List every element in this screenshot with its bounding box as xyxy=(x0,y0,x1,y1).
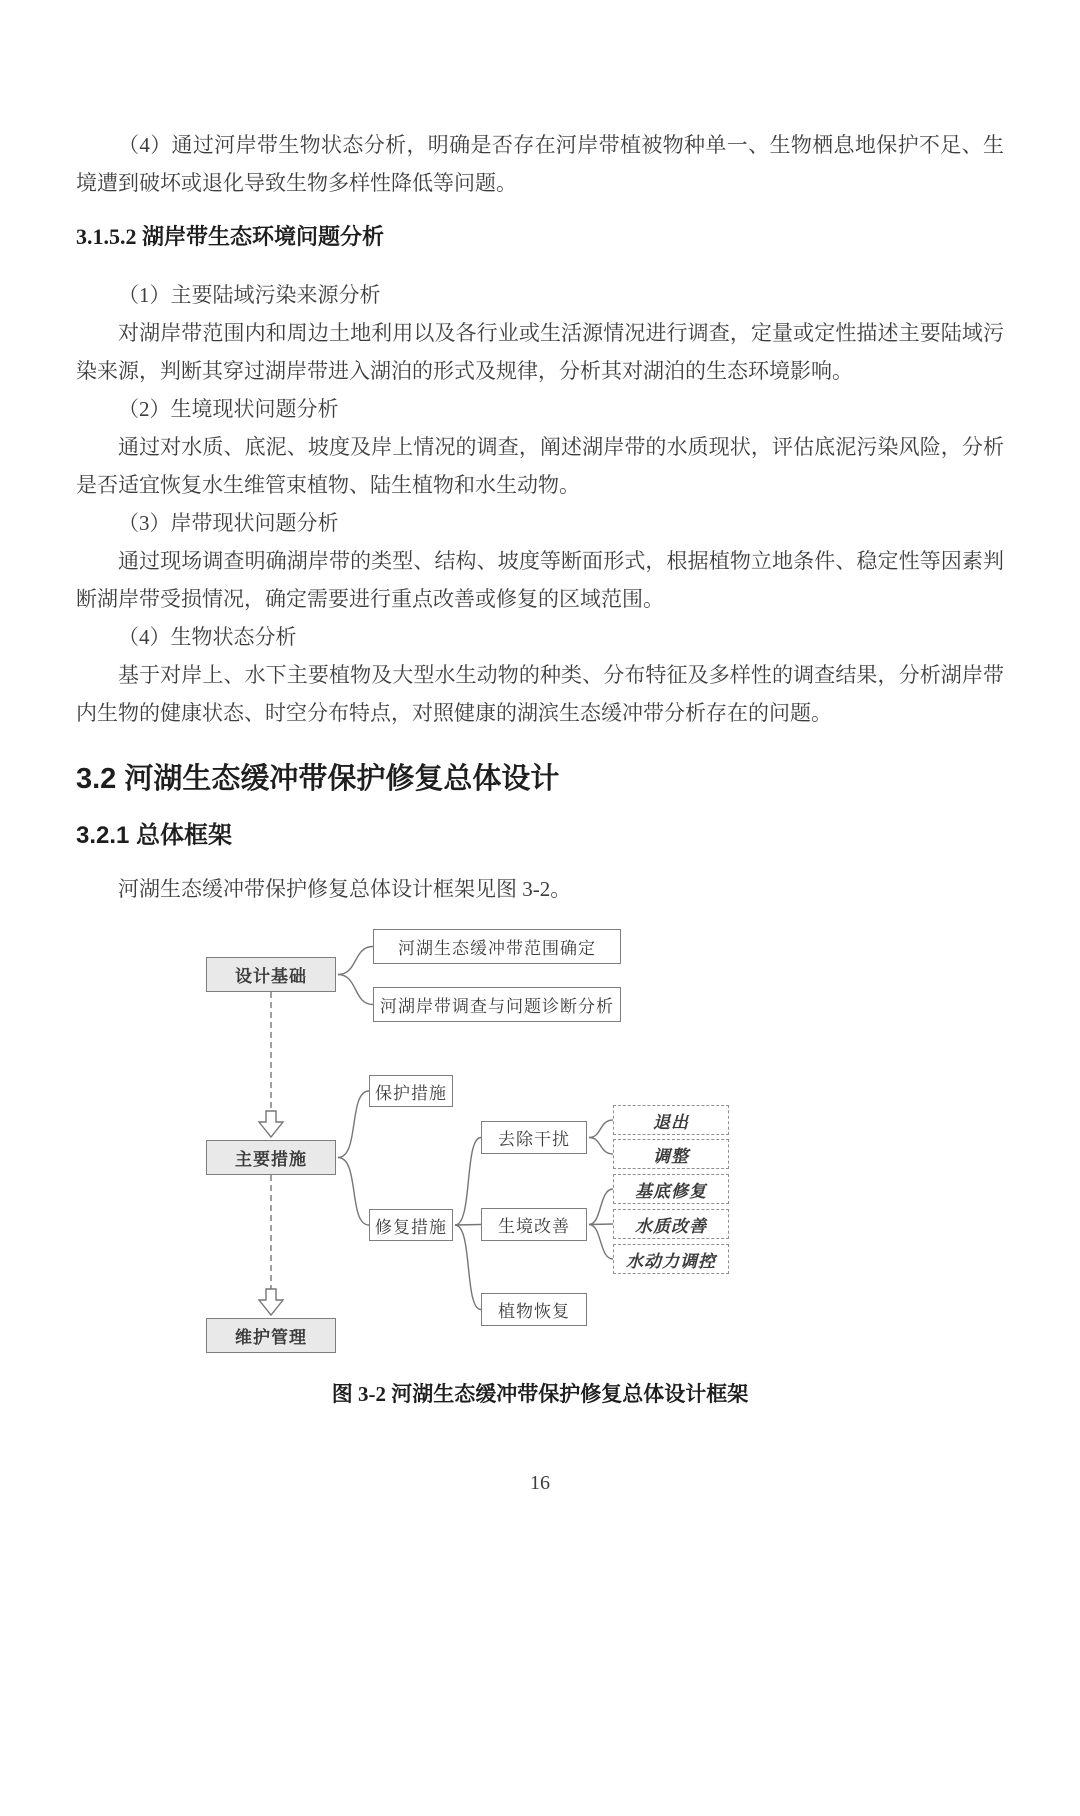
item4-body: 基于对岸上、水下主要植物及大型水生动物的种类、分布特征及多样性的调查结果，分析湖岸带内生物的健康状态、时空分布特点，对照健康的湖滨生态缓冲带分析存在的问题。 xyxy=(76,663,1004,725)
diagram-box-maintenance: 维护管理 xyxy=(206,1318,336,1353)
diagram-box-water-quality: 水质改善 xyxy=(613,1209,729,1239)
diagram-box-remove-disturbance: 去除干扰 xyxy=(481,1121,587,1154)
heading-3-1-5-2: 3.1.5.2 湖岸带生态环境问题分析 xyxy=(76,224,385,249)
diagram-box-main-measures: 主要措施 xyxy=(206,1140,336,1175)
item3-body: 通过现场调查明确湖岸带的类型、结构、坡度等断面形式，根据植物立地条件、稳定性等因素判断湖岸带受损情况，确定需要进行重点改善或修复的区域范围。 xyxy=(76,549,1004,611)
item3-title: （3）岸带现状问题分析 xyxy=(118,511,339,535)
diagram-box-buffer-scope: 河湖生态缓冲带范围确定 xyxy=(373,929,621,964)
heading-3-2-1: 3.2.1 总体框架 xyxy=(76,822,233,849)
diagram-box-habitat-improvement: 生境改善 xyxy=(481,1208,587,1241)
diagram-box-design-basis: 设计基础 xyxy=(206,957,336,992)
diagram-box-restoration-measures: 修复措施 xyxy=(369,1209,453,1241)
heading-3-2: 3.2 河湖生态缓冲带保护修复总体设计 xyxy=(76,763,560,795)
diagram-box-adjust: 调整 xyxy=(613,1139,729,1169)
item2-body: 通过对水质、底泥、坡度及岸上情况的调查，阐述湖岸带的水质现状，评估底泥污染风险，分析是否适宜恢复水生维管束植物、陆生植物和水生动物。 xyxy=(76,435,1004,497)
diagram-box-plant-restoration: 植物恢复 xyxy=(481,1293,587,1326)
figure-intro-text: 河湖生态缓冲带保护修复总体设计框架见图 3-2。 xyxy=(118,877,572,901)
item1-title: （1）主要陆域污染来源分析 xyxy=(118,283,381,307)
diagram-box-protection-measures: 保护措施 xyxy=(369,1075,453,1107)
paragraph-riverbank-bio-analysis: （4）通过河岸带生物状态分析，明确是否存在河岸带植被物种单一、生物栖息地保护不足、生境遭到破坏或退化导致生物多样性降低等问题。 xyxy=(76,133,1004,195)
item4-title: （4）生物状态分析 xyxy=(118,625,297,649)
item2-title: （2）生境现状问题分析 xyxy=(118,397,339,421)
diagram-box-survey-diagnosis: 河湖岸带调查与问题诊断分析 xyxy=(373,987,621,1022)
page-number: 16 xyxy=(530,1472,550,1494)
diagram-box-exit: 退出 xyxy=(613,1105,729,1135)
diagram-box-substrate-repair: 基底修复 xyxy=(613,1174,729,1204)
diagram-box-hydrodynamic-control: 水动力调控 xyxy=(613,1244,729,1274)
figure-3-2-diagram xyxy=(76,920,1004,1360)
item1-body: 对湖岸带范围内和周边土地利用以及各行业或生活源情况进行调查，定量或定性描述主要陆域污染来源，判断其穿过湖岸带进入湖泊的形式及规律，分析其对湖泊的生态环境影响。 xyxy=(76,321,1004,383)
figure-caption: 图 3-2 河湖生态缓冲带保护修复总体设计框架 xyxy=(331,1382,749,1406)
